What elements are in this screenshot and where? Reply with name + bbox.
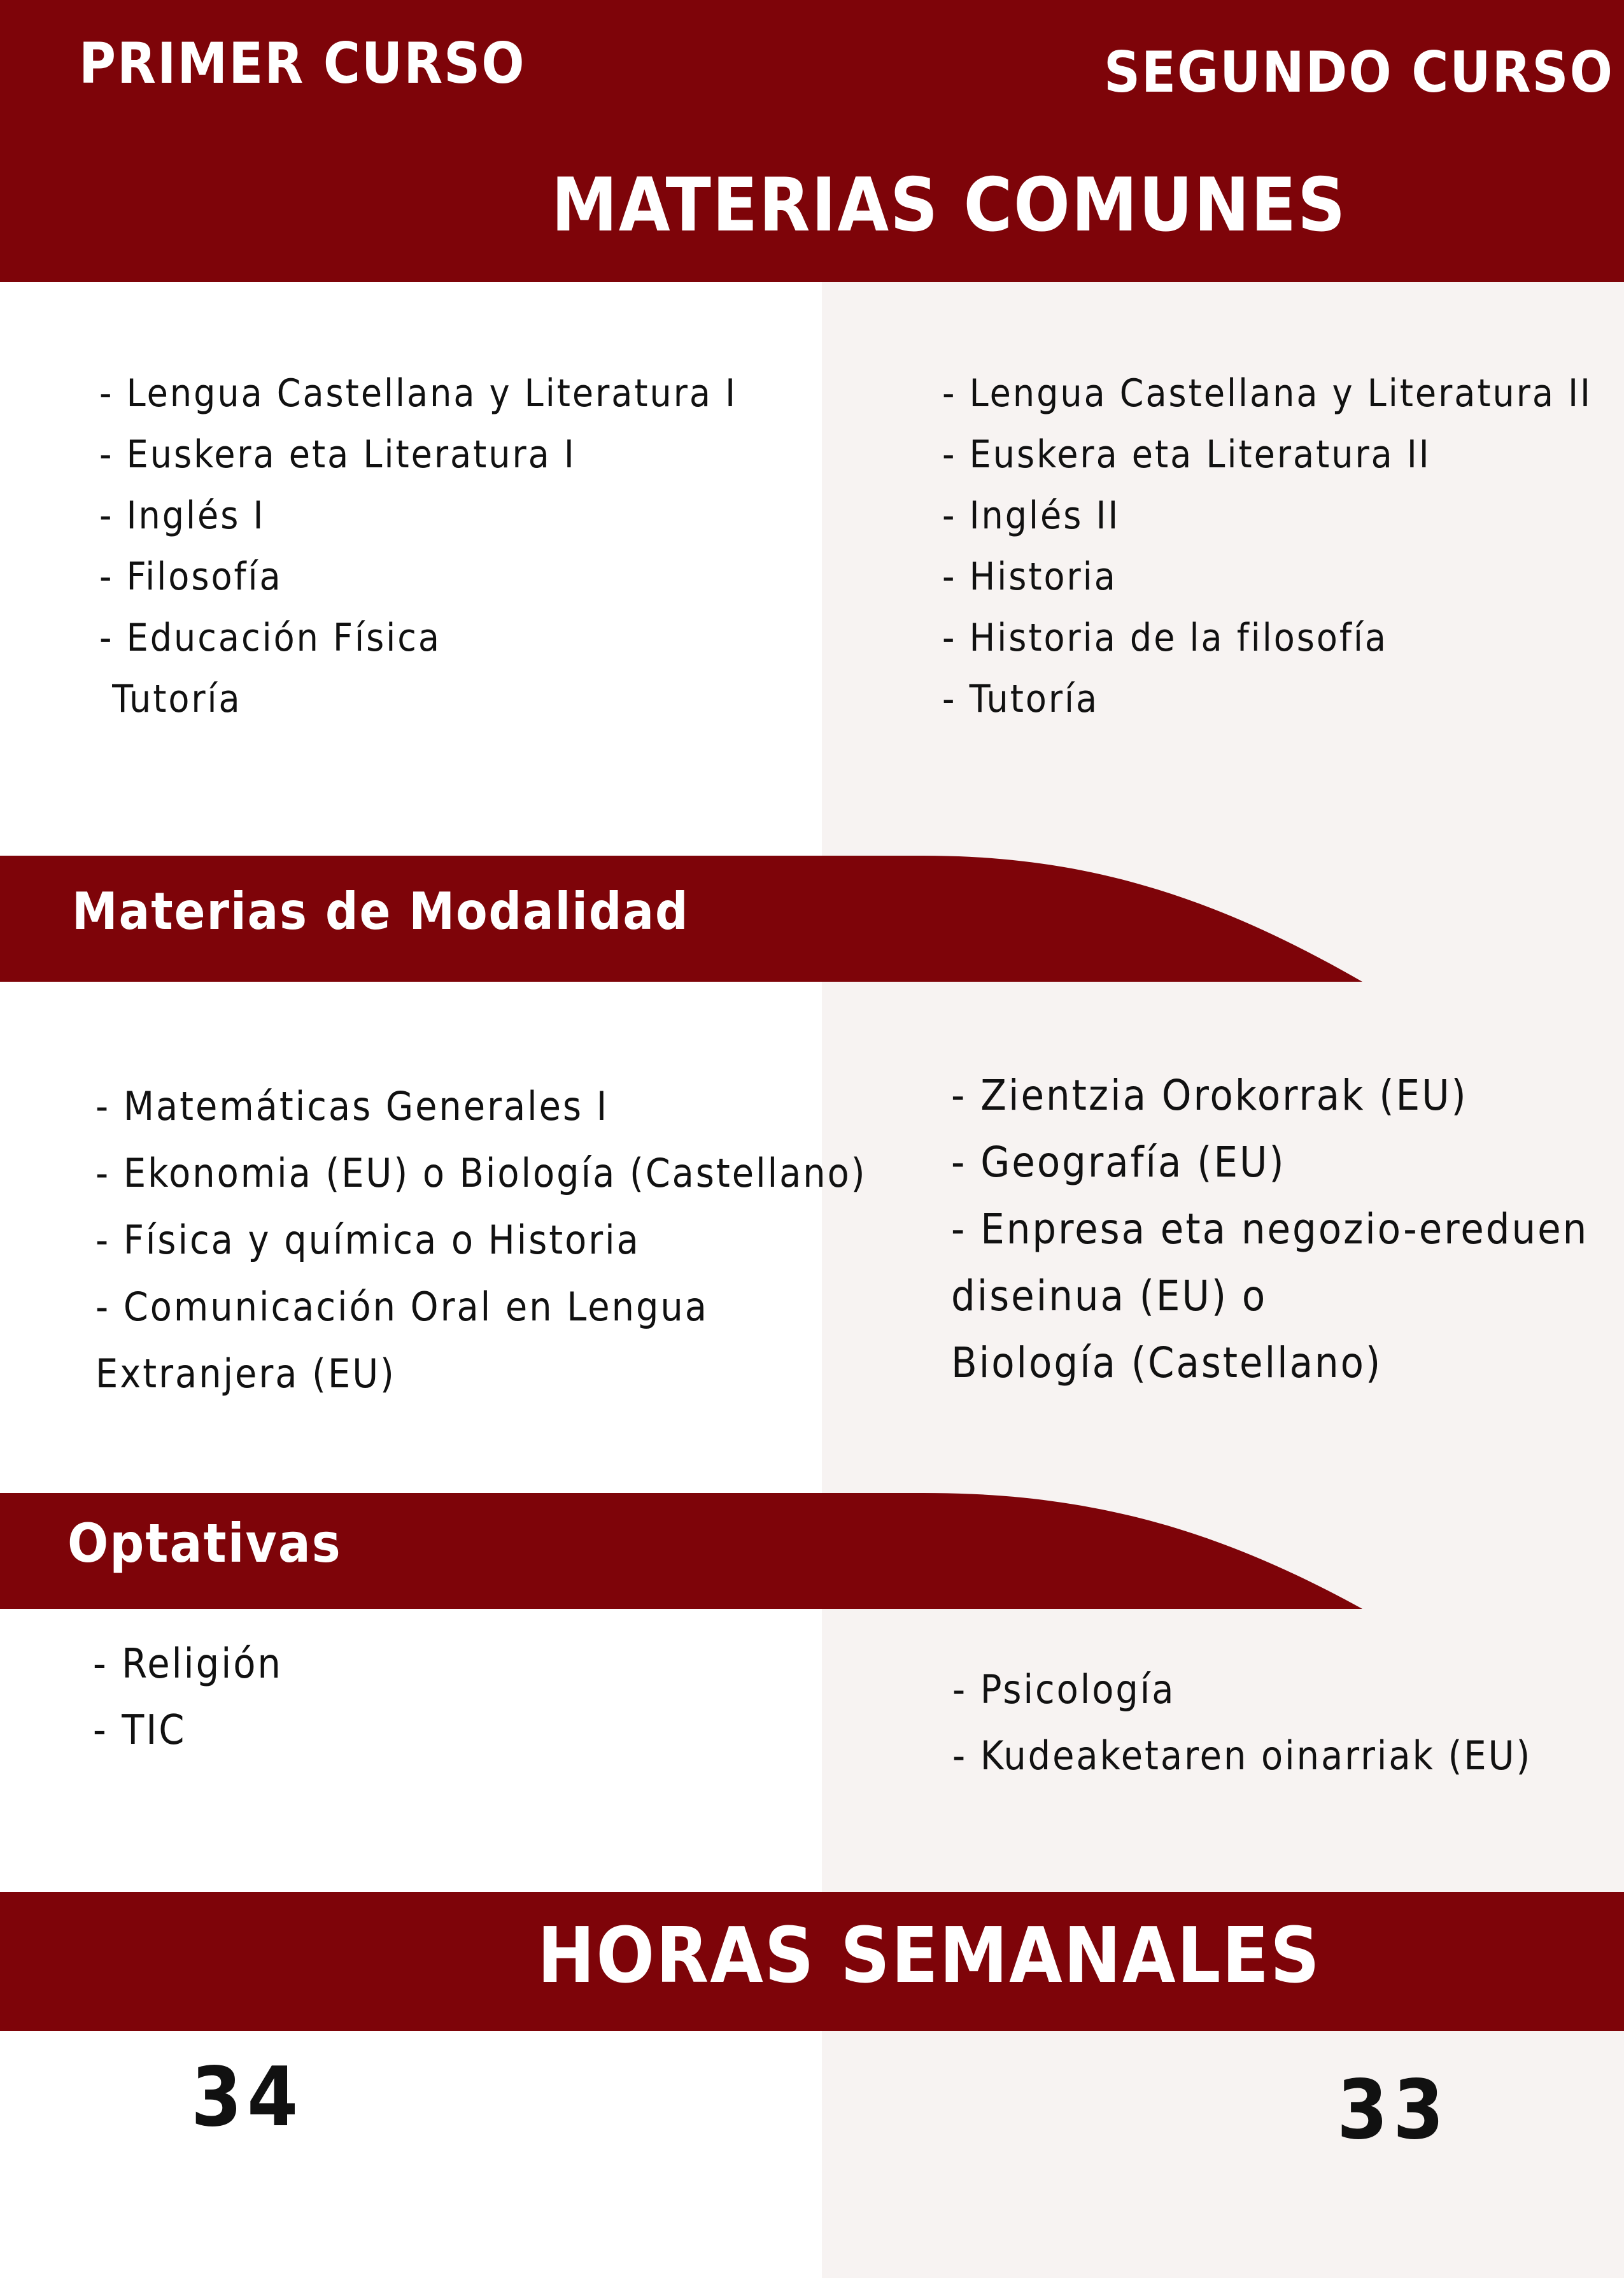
list-item: - Filosofía [99, 555, 283, 599]
list-item: - Ekonomia (EU) o Biología (Castellano) [95, 1150, 867, 1196]
list-item: - Historia [942, 555, 1117, 599]
list-item: - Inglés I [99, 493, 265, 538]
list-item: diseinua (EU) o [951, 1271, 1267, 1320]
optativas-first-year-list [93, 1631, 283, 1764]
list-item: - Euskera eta Literatura II [942, 432, 1431, 477]
second-year-hours: 33 [1337, 2063, 1450, 2158]
list-item: Tutoría [99, 677, 242, 721]
list-item: Extranjera (EU) [95, 1350, 396, 1397]
list-item: - Tutoría [942, 677, 1099, 721]
list-item: - Psicología [952, 1666, 1176, 1713]
list-item: - Religión [93, 1641, 283, 1688]
list-item: - Lengua Castellana y Literatura II [942, 371, 1592, 416]
list-item: - Enpresa eta negozio-ereduen [951, 1205, 1589, 1254]
modalidad-first-year-list [95, 1073, 867, 1407]
list-item: Biología (Castellano) [951, 1338, 1383, 1387]
list-item: - Historia de la filosofía [942, 616, 1388, 660]
modalidad-second-year-list [951, 1062, 1588, 1396]
list-item: - Inglés II [942, 493, 1120, 538]
second-year-heading: SEGUNDO CURSO [1104, 39, 1614, 105]
common-first-year-list [99, 363, 737, 730]
list-item: - Lengua Castellana y Literatura I [99, 371, 737, 416]
modalidad-title: Materias de Modalidad [72, 882, 689, 941]
list-item: - Euskera eta Literatura I [99, 432, 576, 477]
list-item: - Geografía (EU) [951, 1138, 1286, 1187]
common-second-year-list [942, 363, 1592, 730]
first-year-hours: 34 [191, 2050, 304, 2145]
common-subjects-title: MATERIAS COMUNES [551, 162, 1347, 248]
list-item: - Física y química o Historia [95, 1217, 640, 1263]
list-item: - Comunicación Oral en Lengua [95, 1284, 709, 1330]
list-item: - TIC [93, 1707, 187, 1754]
first-year-heading: PRIMER CURSO [79, 31, 526, 96]
optativas-second-year-list [952, 1657, 1532, 1789]
optativas-title: Optativas [67, 1512, 342, 1574]
weekly-hours-title: HORAS SEMANALES [537, 1912, 1321, 2000]
list-item: - Educación Física [99, 616, 441, 660]
list-item: - Matemáticas Generales I [95, 1083, 609, 1129]
list-item: - Kudeaketaren oinarriak (EU) [952, 1732, 1532, 1779]
list-item: - Zientzia Orokorrak (EU) [951, 1071, 1468, 1120]
